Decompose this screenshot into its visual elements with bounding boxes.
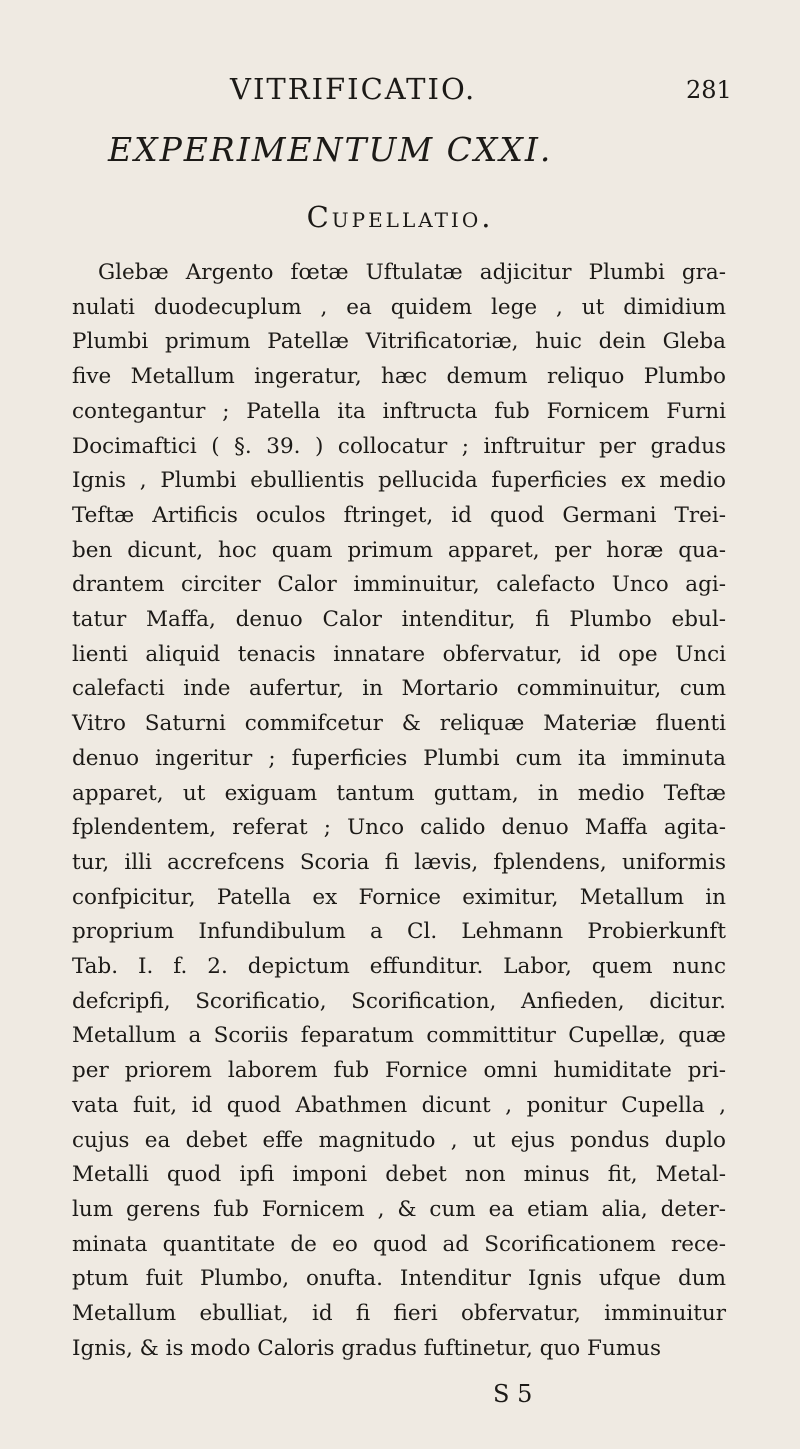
text-line: Plumbi primum Patellæ Vitrificatoriæ, huic dein Gleba xyxy=(72,329,726,355)
text-line: Ignis , Plumbi ebullientis pellucida fuperficies ex medio xyxy=(72,468,726,494)
text-line: Glebæ Argento fœtæ Uftulatæ adjicitur Plumbi gra- xyxy=(98,260,726,285)
text-line: nulati duodecuplum , ea quidem lege , ut dimidium xyxy=(72,294,726,320)
text-line: Docimaftici ( §. 39. ) collocatur ; inftruitur per gradus xyxy=(72,433,726,459)
text-line: proprium Infundibulum a Cl. Lehmann Probierkunft xyxy=(72,919,726,945)
page-number: 281 xyxy=(686,76,732,104)
text-line: drantem circiter Calor imminuitur, calefacto Unco agi- xyxy=(72,572,726,598)
text-line: Metallum ebulliat, id fi fieri obfervatur, imminuitur xyxy=(72,1301,726,1327)
text-line: Metallum a Scoriis feparatum committitur Cupellæ, quæ xyxy=(72,1023,726,1049)
text-line: vata fuit, id quod Abathmen dicunt , ponitur Cupella , xyxy=(72,1092,726,1118)
text-line: ben dicunt, hoc quam primum apparet, per horæ qua- xyxy=(72,537,726,563)
body-paragraph xyxy=(72,256,726,1367)
running-head xyxy=(0,72,800,112)
text-line: tatur Maffa, denuo Calor intenditur, fi Plumbo ebul- xyxy=(72,607,726,633)
text-line: tur, illi accrefcens Scoria fi lævis, fplendens, uniformis xyxy=(72,849,726,875)
text-line: denuo ingeritur ; fuperficies Plumbi cum ita imminuta xyxy=(72,745,726,771)
running-title: VITRIFICATIO. xyxy=(230,72,477,106)
experiment-title: EXPERIMENTUM CXXI. xyxy=(108,130,553,169)
text-line: per priorem laborem fub Fornice omni humiditate pri- xyxy=(72,1058,726,1084)
text-line: Ignis, & is modo Caloris gradus fuftinetur, quo Fumus xyxy=(72,1335,662,1361)
text-line: cujus ea debet effe magnitudo , ut ejus pondus duplo xyxy=(72,1127,726,1153)
text-line: calefacti inde aufertur, in Mortario comminuitur, cum xyxy=(72,676,726,702)
text-line: lum gerens fub Fornicem , & cum ea etiam alia, deter- xyxy=(72,1196,726,1222)
text-line: minata quantitate de eo quod ad Scorificationem rece- xyxy=(72,1231,726,1257)
text-line: lienti aliquid tenacis innatare obfervatur, id ope Unci xyxy=(72,641,726,667)
signature-mark: S 5 xyxy=(493,1380,533,1408)
text-line: Vitro Saturni commifcetur & reliquæ Materiæ fluenti xyxy=(72,711,726,737)
text-line: Tab. I. f. 2. depictum effunditur. Labor, quem nunc xyxy=(72,954,726,980)
text-line: fplendentem, referat ; Unco calido denuo Maffa agita- xyxy=(72,815,726,841)
section-title: Cupellatio. xyxy=(306,200,494,234)
text-line: contegantur ; Patella ita inftructa fub Fornicem Furni xyxy=(72,398,726,424)
text-line: Metalli quod ipfi imponi debet non minus fit, Metal- xyxy=(72,1162,726,1188)
text-line: confpicitur, Patella ex Fornice eximitur, Metallum in xyxy=(72,884,726,910)
text-line: defcripfi, Scorificatio, Scorification, Anfieden, dicitur. xyxy=(72,988,726,1014)
text-line: ptum fuit Plumbo, onufta. Intenditur Ignis ufque dum xyxy=(72,1266,726,1292)
text-line: five Metallum ingeratur, hæc demum reliquo Plumbo xyxy=(72,364,726,390)
text-line: Teftæ Artificis oculos ftringet, id quod Germani Trei- xyxy=(72,502,726,528)
text-line: apparet, ut exiguam tantum guttam, in medio Teftæ xyxy=(72,780,726,806)
